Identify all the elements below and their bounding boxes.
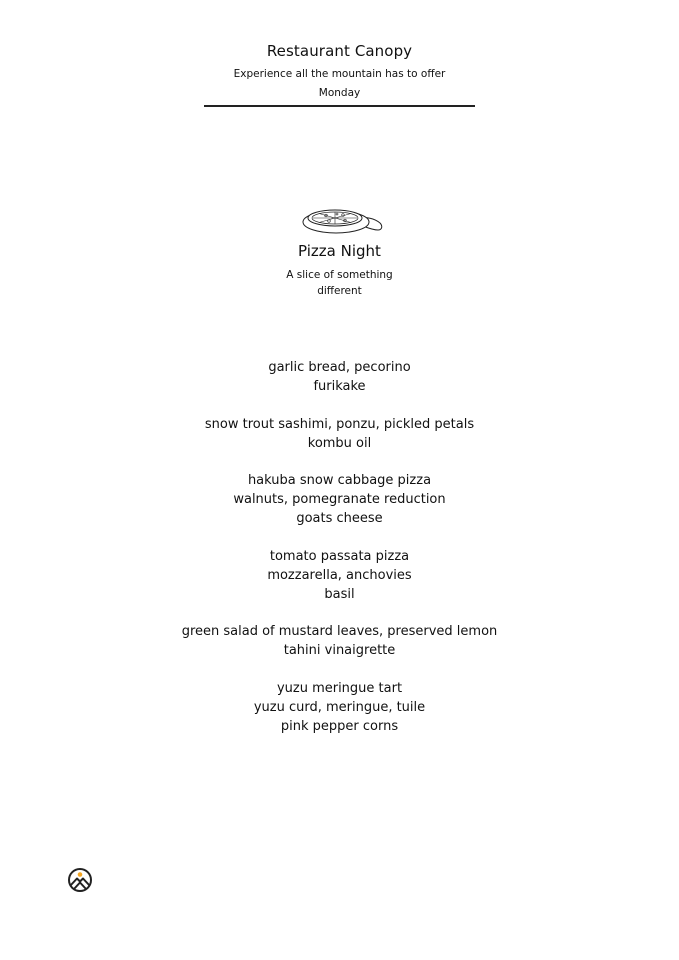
header-divider — [204, 105, 475, 107]
course-item — [0, 679, 679, 736]
theme-subtitle: A slice of something different — [286, 269, 393, 297]
course-line: hakuba snow cabbage pizza — [247, 473, 432, 488]
course-line: kombu oil — [307, 435, 372, 451]
course-item — [0, 547, 679, 604]
course-line: tomato passata pizza — [269, 548, 410, 564]
course-line: yuzu meringue tart — [276, 680, 403, 696]
course-item — [0, 622, 679, 660]
course-line: green salad of mustard leaves, preserved lemon — [181, 624, 498, 639]
course-item — [0, 358, 679, 396]
course-line: yuzu curd, meringue, tuile — [253, 699, 426, 715]
menu-header — [0, 40, 679, 101]
course-line: walnuts, pomegranate reduction — [233, 492, 446, 507]
course-line: tahini vinaigrette — [283, 643, 396, 658]
pizza-on-peel-icon — [296, 203, 386, 239]
mountain-sun-logo-icon — [67, 867, 93, 893]
course-line: snow trout sashimi, ponzu, pickled petals — [204, 416, 475, 432]
restaurant-title: Restaurant Canopy — [266, 42, 413, 60]
course-line: garlic bread, pecorino — [268, 360, 411, 375]
theme-block — [0, 240, 679, 299]
menu-day: Monday — [318, 87, 361, 99]
course-line: pink pepper corns — [280, 718, 399, 734]
restaurant-tagline: Experience all the mountain has to offer — [233, 68, 446, 80]
course-line: basil — [324, 586, 355, 602]
course-item — [0, 415, 679, 453]
menu-course-list — [0, 358, 679, 754]
theme-title: Pizza Night — [298, 242, 381, 260]
course-line: furikake — [313, 379, 366, 394]
course-line: goats cheese — [296, 511, 383, 526]
course-line: mozzarella, anchovies — [267, 567, 412, 583]
course-item — [0, 471, 679, 528]
